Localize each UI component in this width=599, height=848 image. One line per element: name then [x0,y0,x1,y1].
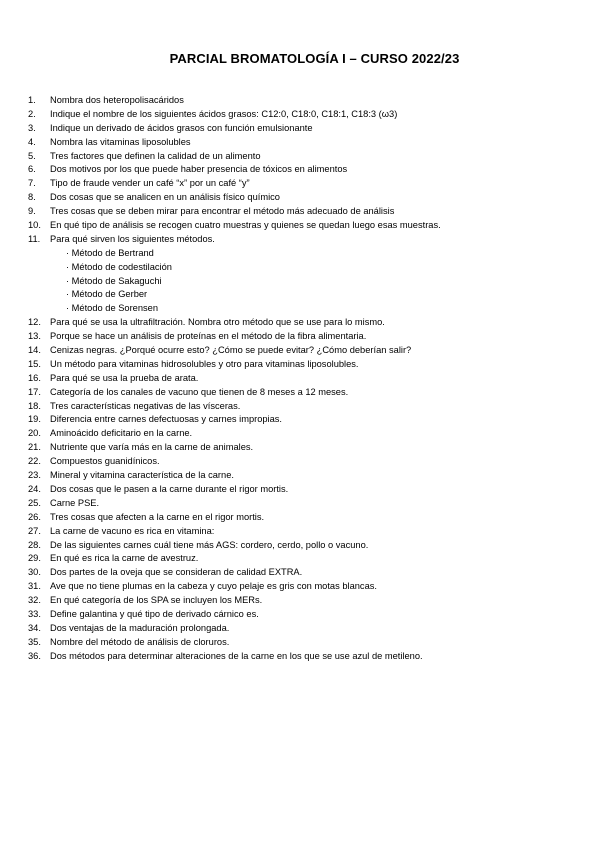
question-number: 2. [28,108,36,119]
question-text: Para qué se usa la prueba de arata. [50,372,199,383]
question-number: 34. [28,622,41,633]
question-number: 19. [28,414,41,425]
question-item [28,497,588,511]
question-text: Indique un derivado de ácidos grasos con función emulsionante [50,122,313,133]
question-item [28,191,588,205]
document-title: PARCIAL BROMATOLOGÍA I – CURSO 2022/23 [169,51,460,66]
question-text: Dos métodos para determinar alteraciones de la carne en los que se use azul de metileno. [50,650,423,661]
question-item [28,122,588,136]
question-text: Cenizas negras. ¿Porqué ocurre esto? ¿Cómo se puede evitar? ¿Cómo deberían salir? [50,345,412,356]
question-number: 7. [28,178,36,189]
question-text: En qué categoría de los SPA se incluyen los MERs. [50,595,263,606]
question-item [28,608,588,622]
question-text: Para qué sirven los siguientes métodos. [50,233,215,244]
question-number: 33. [28,608,41,619]
question-number: 22. [28,456,41,467]
question-item [28,552,588,566]
question-text: Indique el nombre de los siguientes ácidos grasos: C12:0, C18:0, C18:1, C18:3 (ω3) [50,108,398,119]
question-item [28,511,588,525]
sub-list-item [28,275,588,289]
question-number: 29. [28,553,41,564]
question-item [28,455,588,469]
question-text: De las siguientes carnes cuál tiene más AGS: cordero, cerdo, pollo o vacuno. [50,539,369,550]
question-item [28,108,588,122]
question-text: Tipo de fraude vender un café “x” por un café “y” [50,178,250,189]
question-number: 17. [28,386,41,397]
question-item [28,386,588,400]
question-text: · Método de codestilación [66,261,172,272]
question-item [28,372,588,386]
question-text: Tres cosas que se deben mirar para encontrar el método más adecuado de análisis [50,206,395,217]
question-text: Diferencia entre carnes defectuosas y carnes impropias. [50,414,283,425]
question-number: 23. [28,470,41,481]
question-text: Dos cosas que se analicen en un análisis físico químico [50,192,280,203]
question-text: · Método de Sorensen [66,303,158,314]
question-item [28,358,588,372]
question-text: En qué es rica la carne de avestruz. [50,553,199,564]
question-item [28,150,588,164]
question-item [28,539,588,553]
question-item [28,413,588,427]
question-number: 26. [28,511,41,522]
question-number: 24. [28,483,41,494]
question-item [28,233,588,247]
question-number: 12. [28,317,41,328]
question-number: 16. [28,372,41,383]
question-number: 1. [28,95,36,105]
question-number: 31. [28,581,41,592]
question-item [28,622,588,636]
question-text: Carne PSE. [50,497,100,508]
sub-list-item [28,302,588,316]
question-number: 30. [28,567,41,578]
question-number: 15. [28,358,41,369]
question-text: Nutriente que varía más en la carne de animales. [50,442,254,453]
question-text: Dos ventajas de la maduración prolongada. [50,622,230,633]
question-text: Porque se hace un análisis de proteínas en el método de la fibra alimentaria. [50,331,367,342]
question-text: · Método de Sakaguchi [66,275,162,286]
question-text: Nombra dos heteropolisacáridos [50,95,184,105]
question-number: 6. [28,164,36,175]
question-text: Compuestos guanidínicos. [50,456,160,467]
question-item [28,566,588,580]
question-item [28,316,588,330]
question-list [28,94,588,664]
question-text: · Método de Bertrand [66,247,154,258]
question-number: 10. [28,220,41,231]
question-text: Tres características negativas de las vísceras. [50,400,241,411]
question-number: 20. [28,428,41,439]
question-text: Para qué se usa la ultrafiltración. Nombra otro método que se use para lo mismo. [50,317,385,328]
question-number: 18. [28,400,41,411]
question-text: Define galantina y qué tipo de derivado cárnico es. [50,608,259,619]
question-text: Tres factores que definen la calidad de un alimento [50,150,261,161]
question-text: · Método de Gerber [66,289,148,300]
question-number: 13. [28,331,41,342]
question-text: Nombra las vitaminas liposolubles [50,136,191,147]
question-text: Dos motivos por los que puede haber presencia de tóxicos en alimentos [50,164,348,175]
question-item [28,94,588,108]
question-text: Tres cosas que afecten a la carne en el rigor mortis. [50,511,265,522]
question-number: 11. [28,233,41,244]
question-number: 25. [28,497,41,508]
question-number: 21. [28,442,41,453]
question-item [28,427,588,441]
question-item [28,580,588,594]
question-text: Ave que no tiene plumas en la cabeza y cuyo pelaje es gris con motas blancas. [50,581,377,592]
question-item [28,525,588,539]
question-text: Dos partes de la oveja que se consideran de calidad EXTRA. [50,567,303,578]
sub-list-item [28,288,588,302]
question-text: Mineral y vitamina característica de la carne. [50,470,234,481]
question-number: 35. [28,636,41,647]
question-number: 14. [28,345,41,356]
question-text: Categoría de los canales de vacuno que tienen de 8 meses a 12 meses. [50,386,349,397]
question-text: En qué tipo de análisis se recogen cuatro muestras y quienes se quedan luego esas muestras. [50,220,441,231]
question-item [28,330,588,344]
question-number: 4. [28,136,36,147]
question-number: 32. [28,595,41,606]
question-item [28,441,588,455]
question-item [28,219,588,233]
question-number: 9. [28,206,36,217]
question-text: Un método para vitaminas hidrosolubles y otro para vitaminas liposolubles. [50,358,359,369]
question-text: La carne de vacuno es rica en vitamina: [50,525,215,536]
question-text: Nombre del método de análisis de cloruros. [50,636,230,647]
question-item [28,344,588,358]
question-number: 27. [28,525,41,536]
question-number: 3. [28,122,36,133]
question-text: Dos cosas que le pasen a la carne durante el rigor mortis. [50,483,289,494]
question-item [28,594,588,608]
question-item [28,205,588,219]
question-item [28,400,588,414]
question-item [28,469,588,483]
question-number: 5. [28,150,36,161]
question-number: 28. [28,539,41,550]
question-item [28,483,588,497]
question-item [28,163,588,177]
sub-list-item [28,261,588,275]
question-item [28,177,588,191]
question-item [28,636,588,650]
question-item [28,650,588,664]
question-number: 36. [28,650,41,661]
question-number: 8. [28,192,36,203]
question-text: Aminoácido deficitario en la carne. [50,428,193,439]
sub-list-item [28,247,588,261]
question-item [28,136,588,150]
